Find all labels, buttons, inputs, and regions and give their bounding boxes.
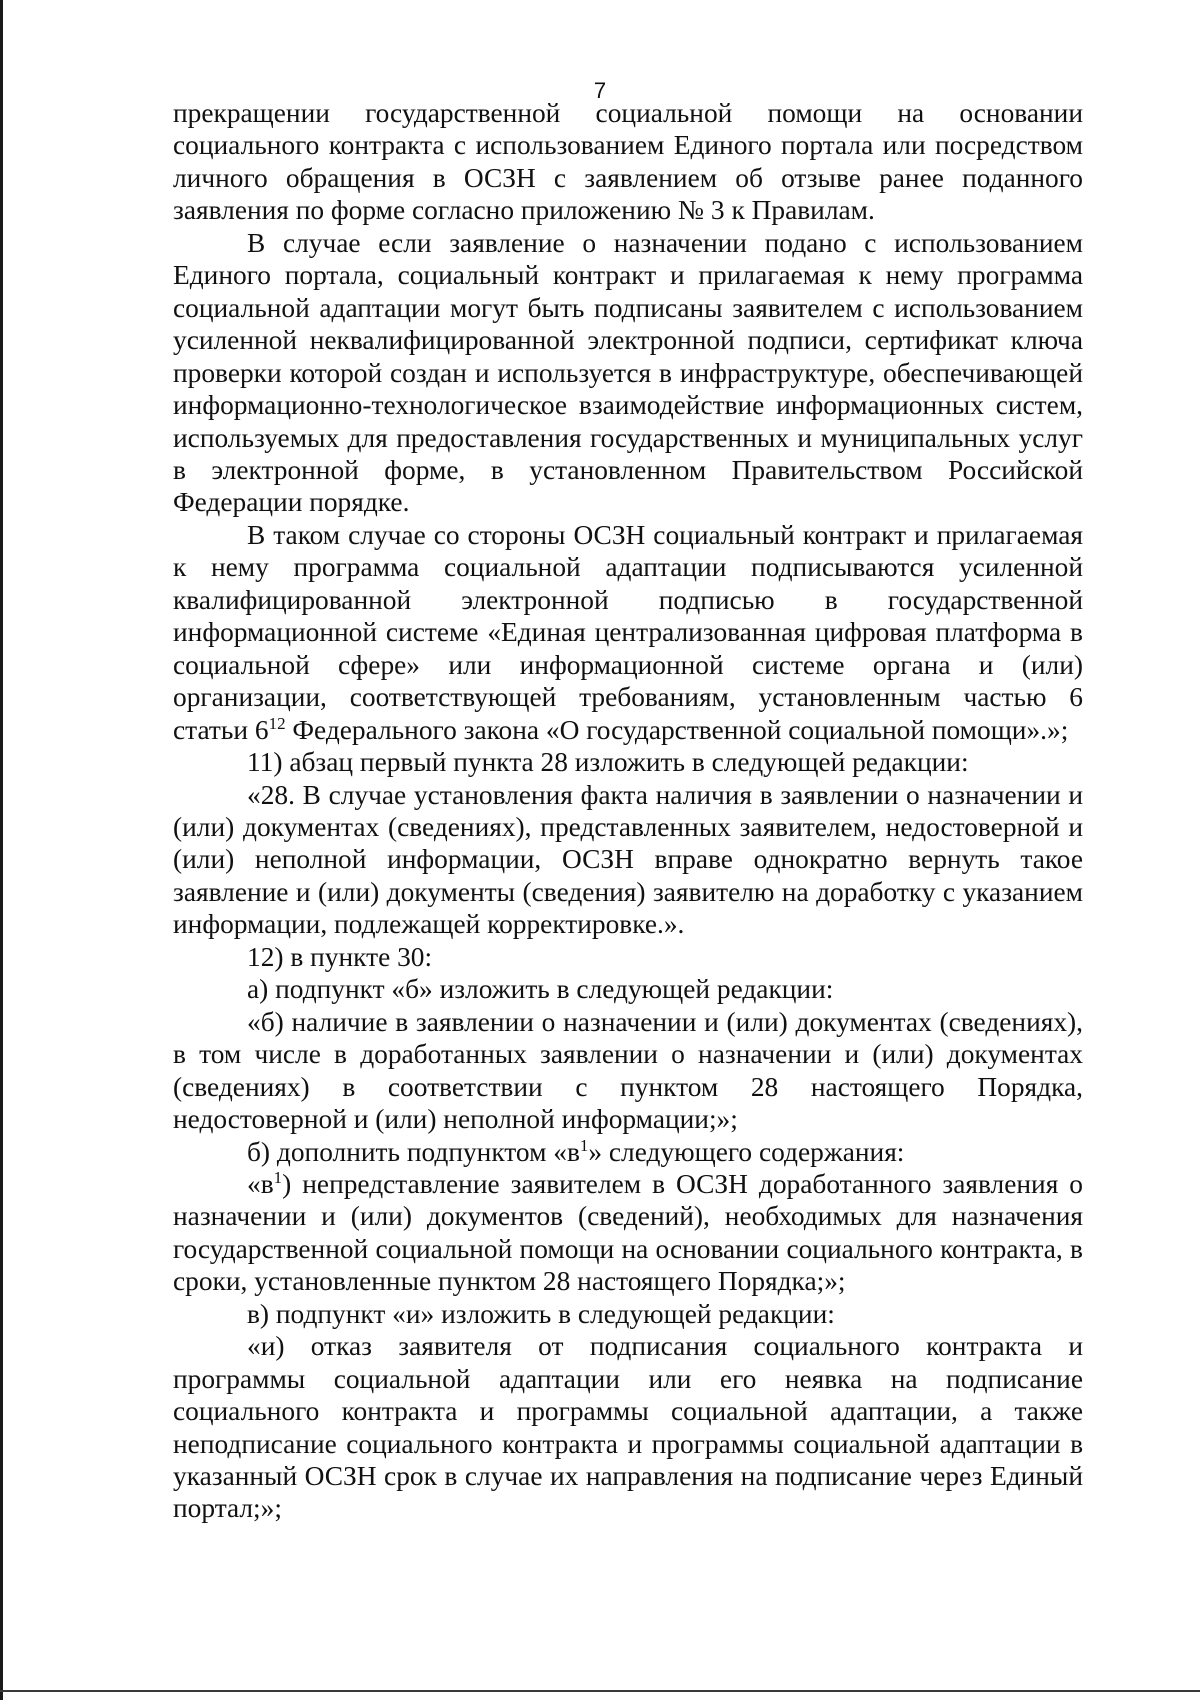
paragraph-text: В таком случае со стороны ОСЗН социальный контракт и прилагаемая к нему программа социальной адаптации подписываются усиленной квалифицированной электронной подписью в государственной информационной системе «Единая централизованная цифровая платформа в социальной сфере» или информационной системе органа и (или) организации, соответствующей требованиям, установленным частью 6 статьи 6 <box>173 519 1083 745</box>
superscript: 1 <box>579 1135 589 1155</box>
paragraph-text: б) дополнить подпунктом «в <box>247 1136 580 1167</box>
subitem-b <box>173 1136 1083 1168</box>
document-body <box>173 97 1083 1525</box>
quoted-clause-28: «28. В случае установления факта наличия в заявлении о назначении и (или) документах (сведениях), представленных заявителем, недостоверной и (или) неполной информации, ОСЗН вправе однократно вернуть такое заявление и (или) документы (сведения) заявителю на доработку с указанием информации, подлежащей корректировке.». <box>173 779 1083 940</box>
scan-bottom-edge <box>0 1690 1200 1692</box>
scan-left-edge <box>0 0 3 1700</box>
paragraph-text: ) непредставление заявителем в ОСЗН доработанного заявления о назначении и (или) документов (сведений), необходимых для назначения государственной социальной помощи на основании социального контракта, в сроки, установленные пунктом 28 настоящего Порядка;»; <box>173 1168 1083 1297</box>
paragraph-text: «в <box>247 1168 274 1199</box>
page-number: 7 <box>593 78 607 103</box>
paragraph-electronic-signature: В случае если заявление о назначении подано с использованием Единого портала, социальный контракт и прилагаемая к нему программа социальной адаптации могут быть подписаны заявителем с использованием усиленной неквалифицированной электронной подписи, сертификат ключа проверки которой создан и используется в инфраструктуре, обеспечивающей информационно-технологическое взаимодействие информационных систем, используемых для предоставления государственных и муниципальных услуг в электронной форме, в установленном Правительством Российской Федерации порядке. <box>173 227 1083 518</box>
superscript: 12 <box>268 713 286 733</box>
quoted-clause-v1 <box>173 1168 1083 1298</box>
amendment-item-11: 11) абзац первый пункта 28 изложить в следующей редакции: <box>247 747 969 778</box>
amendment-item-12: 12) в пункте 30: <box>247 941 433 972</box>
paragraph-text: » следующего содержания: <box>588 1136 905 1167</box>
paragraph-oszn-signature <box>173 519 1083 746</box>
quoted-clause-b: «б) наличие в заявлении о назначении и (или) документах (сведениях), в том числе в доработанных заявлении о назначении и (или) документах (сведениях) в соответствии с пунктом 28 настоящего Порядка, недостоверной и (или) неполной информации;»; <box>173 1006 1083 1135</box>
subitem-v: в) подпункт «и» изложить в следующей редакции: <box>247 1298 835 1329</box>
quoted-clause-i: «и) отказ заявителя от подписания социального контракта и программы социальной адаптации или его неявка на подписание социального контракта и программы социальной адаптации, а также неподписание социального контракта и программы социальной адаптации в указанный ОСЗН срок в случае их направления на подписание через Единый портал;»; <box>173 1331 1083 1524</box>
superscript: 1 <box>273 1167 283 1187</box>
paragraph-text: Федерального закона «О государственной социальной помощи».»; <box>285 714 1069 745</box>
paragraph-continuation: прекращении государственной социальной помощи на основании социального контракта с использованием Единого портала или посредством личного обращения в ОСЗН с заявлением об отзыве ранее поданного заявления по форме согласно приложению № 3 к Правилам. <box>173 98 1083 226</box>
subitem-a: а) подпункт «б» изложить в следующей редакции: <box>247 974 834 1005</box>
